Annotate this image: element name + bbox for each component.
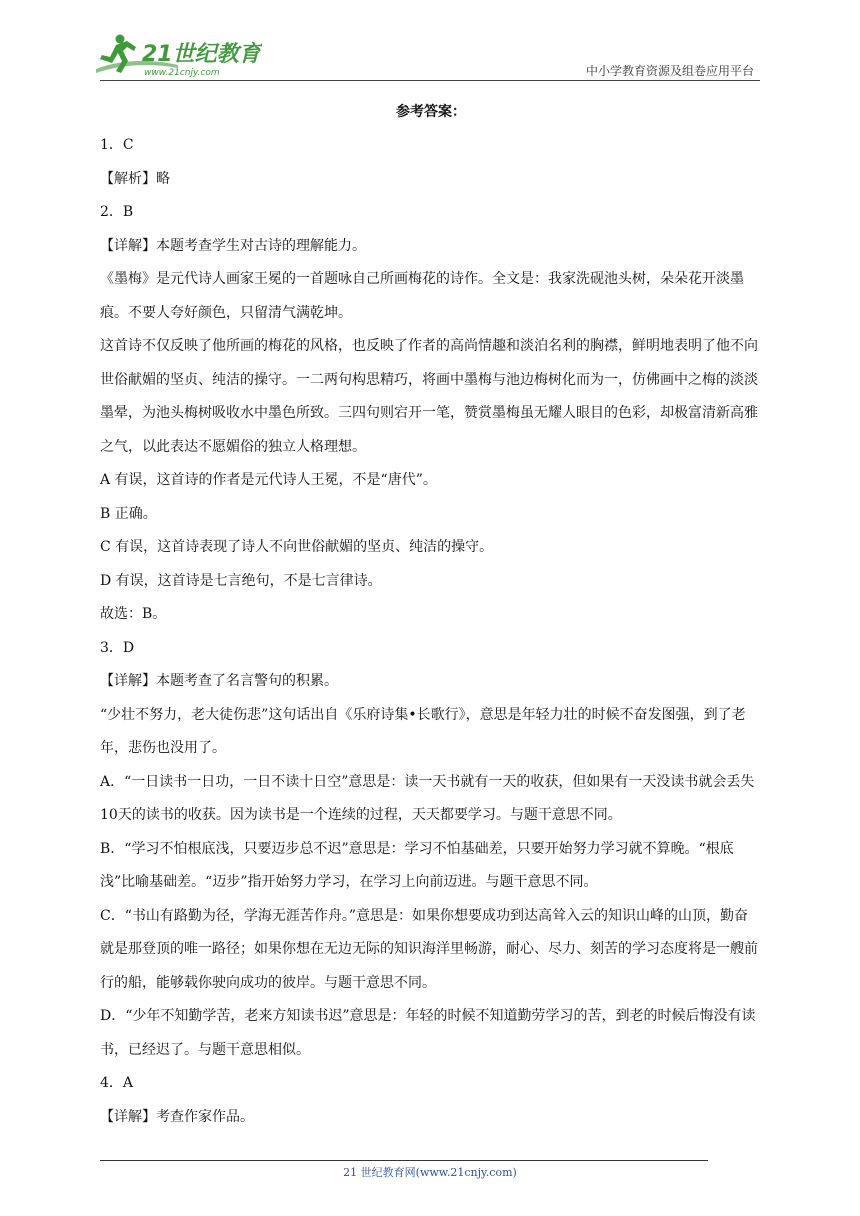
answer-paragraph: 【详解】考查作家作品。 (100, 1108, 254, 1125)
answer-paragraph: 【详解】本题考查学生对古诗的理解能力。 (100, 237, 366, 254)
page-footer: 21 世纪教育网(www.21cnjy.com) (343, 1166, 517, 1179)
answer-paragraph: 《墨梅》是元代诗人画家王冕的一首题咏自己所画梅花的诗作。全文是：我家洗砚池头树，朵朵花开淡墨痕。不要人夸好颜色，只留清气满乾坤。 (100, 271, 744, 321)
footer-divider (100, 1160, 708, 1161)
answer-paragraph: B 正确。 (100, 505, 157, 522)
answer-paragraph: 3．D (100, 639, 135, 656)
page-title: 参考答案： (396, 104, 466, 120)
answer-paragraph: A 有误，这首诗的作者是元代诗人王冕，不是“唐代”。 (100, 472, 437, 488)
answer-paragraph: 【解析】略 (100, 170, 170, 187)
logo-url: www.21cnjy.com (144, 68, 220, 78)
answer-paragraph: A．“一日读书一日功，一日不读十日空”意思是：读一天书就有一天的收获，但如果有一天没读书就会丢失10天的读书的收获。因为读书是一个连续的过程，天天都要学习。与题干意思不同。 (100, 773, 755, 823)
answer-paragraph: D 有误，这首诗是七言绝句，不是七言律诗。 (100, 572, 382, 589)
logo-text: 21世纪教育 (142, 42, 261, 67)
answer-paragraph: 4．A (100, 1075, 134, 1091)
answer-paragraph: “少壮不努力，老大徒伤悲”这句话出自《乐府诗集•长歌行》，意思是年轻力壮的时候不奋发图强，到了老年，悲伤也没用了。 (100, 706, 746, 756)
answer-paragraph: D．“少年不知勤学苦，老来方知读书迟”意思是：年轻的时候不知道勤劳学习的苦，到老的时候后悔没有读书，已经迟了。与题干意思相似。 (100, 1008, 756, 1058)
answer-paragraphs (100, 129, 762, 1134)
answer-content (100, 95, 762, 1134)
answer-paragraph: 这首诗不仅反映了他所画的梅花的风格，也反映了作者的高尚情趣和淡泊名利的胸襟，鲜明地表明了他不向世俗献媚的坚贞、纯洁的操守。一二两句构思精巧，将画中墨梅与池边梅树化而为一，仿佛画中之梅的淡淡墨晕，为池头梅树吸收水中墨色所致。三四句则宕开一笔，赞赏墨梅虽无耀人眼目的色彩，却极富清新高雅之气，以此表达不愿媚俗的独立人格理想。 (100, 338, 758, 455)
platform-label: 中小学教育资源及组卷应用平台 (585, 64, 754, 78)
answer-paragraph: C 有误，这首诗表现了诗人不向世俗献媚的坚贞、纯洁的操守。 (100, 539, 494, 555)
header-divider (100, 80, 760, 81)
answer-paragraph: C．“书山有路勤为径，学海无涯苦作舟。”意思是：如果你想要成功到达高耸入云的知识山峰的山顶，勤奋就是那登顶的唯一路径；如果你想在无边无际的知识海洋里畅游，耐心、尽力、刻苦的学习态度将是一艘前行的船，能够载你驶向成功的彼岸。与题干意思不同。 (100, 907, 758, 991)
page-header (0, 0, 860, 82)
answer-paragraph: 【详解】本题考查了名言警句的积累。 (100, 673, 338, 689)
answer-paragraph: 故选：B。 (100, 606, 167, 622)
answer-paragraph: B．“学习不怕根底浅，只要迈步总不迟”意思是：学习不怕基础差，只要开始努力学习就不算晚。“根底浅”比喻基础差。“迈步”指开始努力学习，在学习上向前迈进。与题干意思不同。 (100, 840, 734, 890)
site-logo (92, 33, 262, 79)
answer-paragraph: 1．C (100, 137, 134, 153)
answer-paragraph: 2．B (100, 204, 134, 220)
